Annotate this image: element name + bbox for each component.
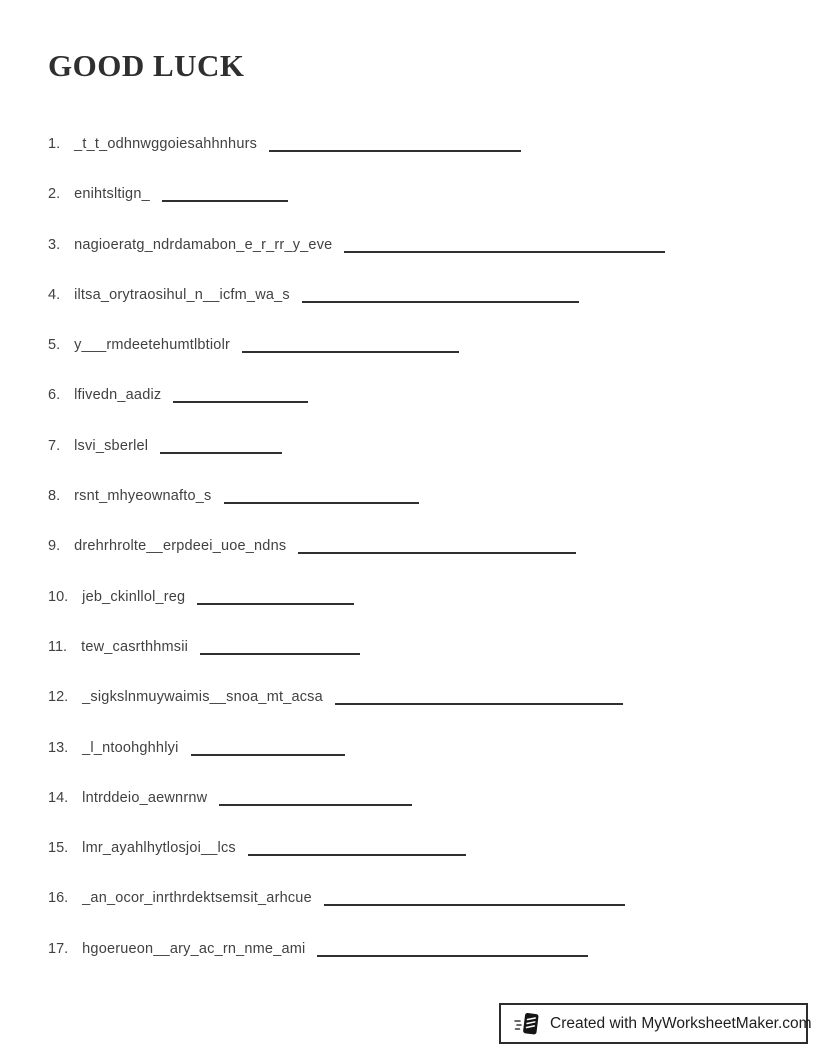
- flying-worksheet-icon: [514, 1011, 541, 1037]
- answer-blank: [191, 738, 345, 756]
- list-item: [48, 134, 796, 154]
- answer-blank: [298, 536, 576, 554]
- scrambled-text: lmr_ayahlhytlosjoi__lcs: [82, 840, 236, 857]
- item-number: 1.: [48, 136, 61, 152]
- list-item: [48, 436, 796, 456]
- scrambled-text: iltsa_orytraosihul_n__icfm_wa_s: [74, 286, 290, 303]
- scrambled-text: _sigkslnmuywaimis__snoa_mt_acsa: [82, 689, 323, 706]
- list-item: [48, 235, 796, 255]
- list-item: [48, 587, 796, 607]
- list-item: [48, 838, 796, 858]
- answer-blank: [173, 385, 308, 403]
- list-item: [48, 637, 796, 657]
- scrambled-text: y___rmdeetehumtlbtiolr: [74, 337, 231, 354]
- list-item: [48, 184, 796, 204]
- credit-badge[interactable]: [499, 1003, 812, 1044]
- answer-blank: [160, 436, 282, 454]
- item-number: 16.: [48, 890, 69, 907]
- scrambled-text: nagioeratg_ndrdamabon_e_r_rr_y_eve: [74, 236, 333, 253]
- item-number: 12.: [48, 689, 69, 706]
- scrambled-text: enihtsltign_: [74, 186, 150, 203]
- list-item: [48, 486, 796, 506]
- answer-blank: [248, 838, 466, 856]
- item-number: 2.: [48, 186, 61, 203]
- item-number: 13.: [48, 739, 69, 756]
- page-title: GOOD LUCK: [48, 48, 245, 83]
- scrambled-text: _t_t_odhnwggoiesahhnhurs: [74, 136, 258, 152]
- scramble-list: [48, 134, 796, 989]
- scrambled-text: _l_ntoohghhlyi: [82, 739, 179, 756]
- answer-blank: [242, 335, 459, 353]
- scrambled-text: tew_casrthhmsii: [81, 638, 189, 655]
- item-number: 10.: [48, 588, 69, 605]
- item-number: 15.: [48, 840, 69, 857]
- list-item: [48, 888, 796, 908]
- scrambled-text: lsvi_sberlel: [74, 437, 149, 454]
- list-item: [48, 738, 796, 758]
- answer-blank: [219, 788, 412, 806]
- item-number: 11.: [48, 638, 68, 655]
- answer-blank: [197, 587, 354, 605]
- scrambled-text: hgoerueon__ary_ac_rn_nme_ami: [82, 940, 306, 957]
- answer-blank: [200, 637, 360, 655]
- answer-blank: [335, 687, 623, 705]
- answer-blank: [324, 888, 625, 906]
- list-item: [48, 335, 796, 355]
- item-number: 5.: [48, 337, 61, 354]
- item-number: 4.: [48, 286, 61, 303]
- answer-blank: [269, 134, 521, 152]
- item-number: 3.: [48, 236, 61, 253]
- scrambled-text: drehrhrolte__erpdeei_uoe_ndns: [74, 538, 287, 555]
- item-number: 8.: [48, 488, 61, 505]
- answer-blank: [344, 235, 665, 253]
- scrambled-text: rsnt_mhyeownafto_s: [74, 488, 212, 505]
- list-item: [48, 285, 796, 305]
- item-number: 9.: [48, 538, 61, 555]
- credit-text: Created with MyWorksheetMaker.com: [550, 1014, 812, 1032]
- list-item: [48, 687, 796, 707]
- scrambled-text: jeb_ckinllol_reg: [82, 588, 186, 605]
- list-item: [48, 788, 796, 808]
- item-number: 6.: [48, 387, 61, 404]
- list-item: [48, 536, 796, 556]
- list-item: [48, 939, 796, 959]
- answer-blank: [162, 184, 288, 202]
- item-number: 17.: [48, 940, 69, 957]
- scrambled-text: _an_ocor_inrthrdektsemsit_arhcue: [82, 890, 312, 907]
- answer-blank: [317, 939, 588, 957]
- scrambled-text: lntrddeio_aewnrnw: [82, 789, 208, 806]
- answer-blank: [224, 486, 419, 504]
- item-number: 7.: [48, 437, 61, 454]
- scrambled-text: lfivedn_aadiz: [74, 387, 162, 404]
- list-item: [48, 385, 796, 405]
- item-number: 14.: [48, 789, 69, 806]
- answer-blank: [302, 285, 579, 303]
